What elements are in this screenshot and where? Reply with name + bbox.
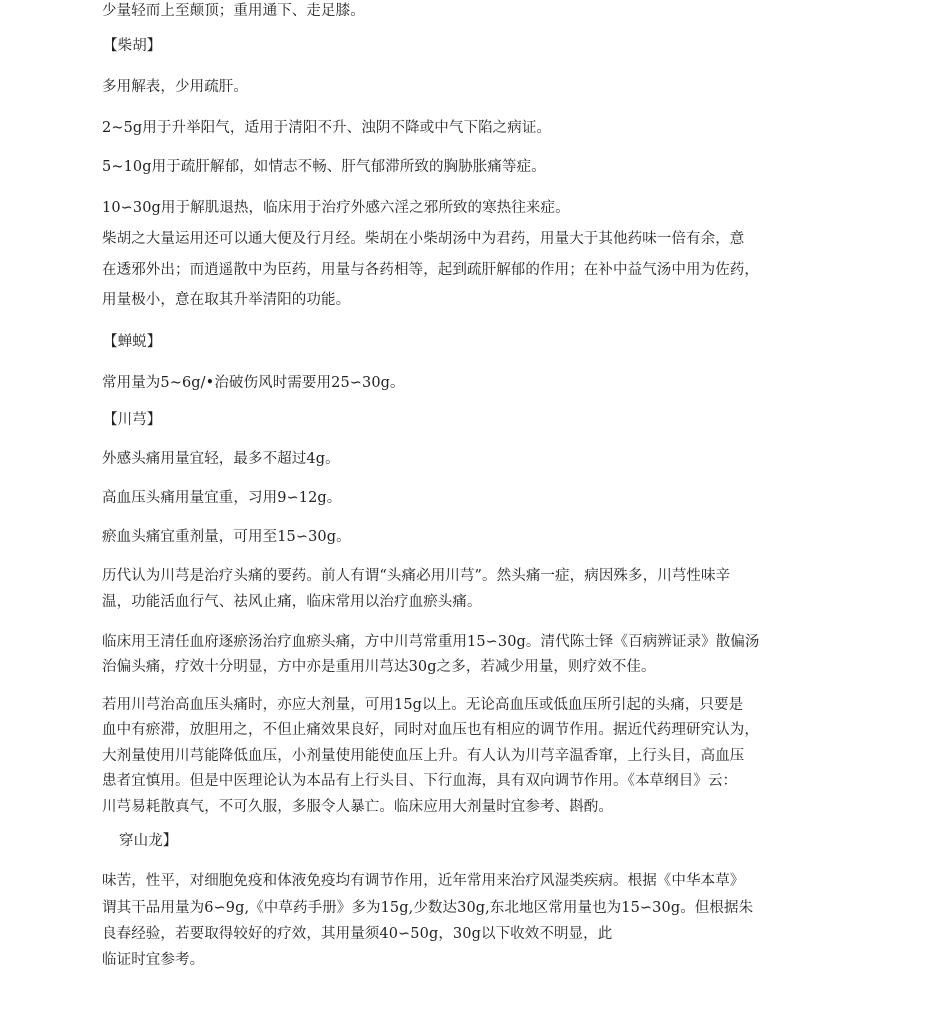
text-line: 少量轻而上至颠顶；重用通下、走足膝。 [102,3,365,19]
text-line: 良春经验，若要取得较好的疗效，其用量须40∽50g，30g以下收效不明显，此 [102,926,613,942]
text-line: 患者宜慎用。但是中医理论认为本品有上行头目、下行血海，具有双向调节作用。《本草纲目》云： [102,773,738,789]
text-line: 2~5g用于升举阳气，适用于清阳不升、浊阴不降或中气下陷之病证。 [102,120,552,136]
text-line: 常用量为5~6g/•治破伤风时需要用25∽30g。 [102,375,405,391]
text-line: 血中有瘀滞，放胆用之，不但止痛效果良好，同时对血压也有相应的调节作用。据近代药理研究认为， [102,722,759,738]
section-heading-chaihu: 【柴胡】 [103,38,162,54]
section-heading-chuanxiong: 【川芎】 [103,412,162,428]
text-line: 大剂量使用川芎能降低血压，小剂量使用能使血压上升。有人认为川芎辛温香窜，上行头目，高血压 [102,748,745,764]
text-line: 味苦，性平，对细胞免疫和体液免疫均有调节作用，近年常用来治疗风湿类疾病。根据《中华本草》 [102,873,745,889]
text-line: 临床用王清任血府逐瘀汤治疗血瘀头痛，方中川芎常重用15∽30g。清代陈士铎《百病辨证录》散偏汤 [102,634,760,650]
section-heading-chuanshanlong: 穿山龙】 [119,833,178,849]
text-line: 外感头痛用量宜轻，最多不超过4g。 [102,451,340,467]
text-line: 谓其干品用量为6∽9g,《中草药手册》多为15g,少数达30g,东北地区常用量也为15∽30g。但根据朱 [102,900,754,916]
text-line: 10∽30g用于解肌退热，临床用于治疗外感六淫之邪所致的寒热往来症。 [102,200,570,216]
text-line: 瘀血头痛宜重剂量，可用至15∽30g。 [102,529,351,545]
text-line: 用量极小，意在取其升举清阳的功能。 [102,292,351,308]
text-line: 多用解表，少用疏肝。 [102,79,248,95]
text-line: 温，功能活血行气、祛风止痛，临床常用以治疗血瘀头痛。 [102,594,482,610]
text-line: 历代认为川芎是治疗头痛的要药。前人有谓“头痛必用川芎”。然头痛一症，病因殊多，川芎性味辛 [102,568,731,584]
text-line: 高血压头痛用量宜重，习用9∽12g。 [102,490,342,506]
text-line: 柴胡之大量运用还可以通大便及行月经。柴胡在小柴胡汤中为君药，用量大于其他药味一倍有余，意 [102,231,745,247]
text-line: 治偏头痛，疗效十分明显，方中亦是重用川芎达30g之多，若减少用量，则疗效不佳。 [102,659,656,675]
text-line: 5~10g用于疏肝解郁，如情志不畅、肝气郁滞所致的胸胁胀痛等症。 [102,159,546,175]
text-line: 若用川芎治高血压头痛时，亦应大剂量，可用15g以上。无论高血压或低血压所引起的头痛，只要是 [102,697,744,713]
text-line: 川芎易耗散真气，不可久服，多服令人暴亡。临床应用大剂量时宜参考、斟酌。 [102,799,613,815]
text-line: 临证时宜参考。 [102,952,205,968]
section-heading-chantui: 【蝉蜕】 [103,334,162,350]
text-line: 在透邪外出；而逍遥散中为臣药，用量与各药相等，起到疏肝解郁的作用；在补中益气汤中用为佐药， [102,262,759,278]
